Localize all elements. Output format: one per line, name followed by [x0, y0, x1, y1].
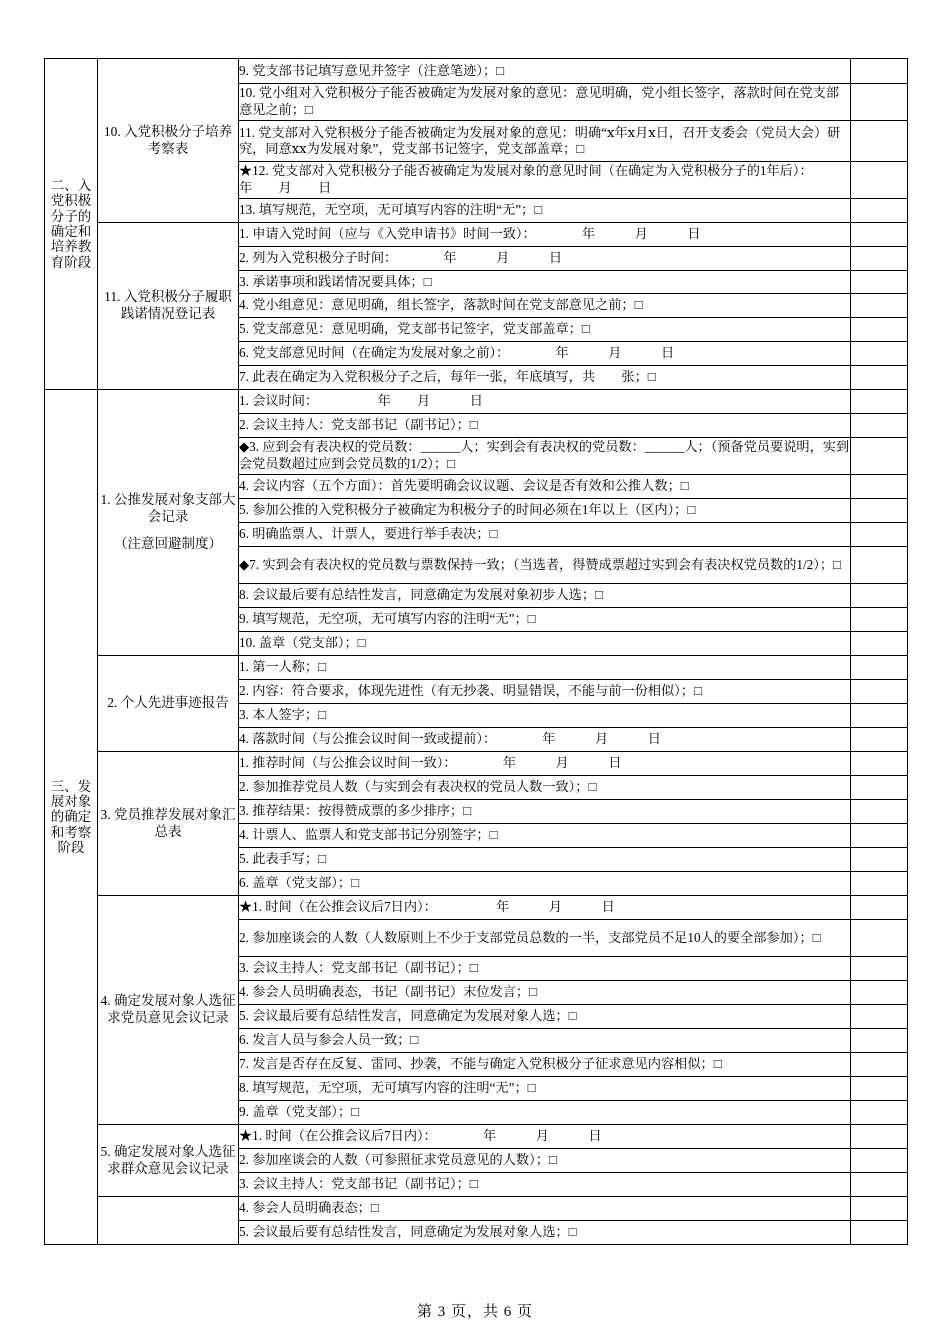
checklist-item-cell	[239, 414, 851, 438]
check-mark-cell[interactable]	[851, 1221, 908, 1245]
checklist-item-cell	[239, 1221, 851, 1245]
checklist-item-cell	[239, 584, 851, 608]
checklist-item-cell	[239, 728, 851, 752]
check-mark-cell[interactable]	[851, 1125, 908, 1149]
form-label-cell-s3	[98, 752, 239, 896]
check-mark-cell[interactable]	[851, 728, 908, 752]
form-label-text: 4. 确定发展对象人选征求党员意见会议记录	[100, 993, 236, 1025]
checklist-item-cell	[239, 800, 851, 824]
checklist-item-cell	[239, 438, 851, 475]
stage-label-cell-stage2	[45, 59, 98, 390]
checklist-item-text: 4. 参会人员明确表态，书记（副书记）末位发言；□	[239, 984, 538, 1000]
checklist-item-text: 9. 填写规范，无空项，无可填写内容的注明“无”；□	[239, 611, 536, 627]
check-mark-cell[interactable]	[851, 1029, 908, 1053]
checklist-item-cell	[239, 848, 851, 872]
checklist-item-cell	[239, 199, 851, 223]
checklist-item-text: 8. 填写规范，无空项，无可填写内容的注明“无”；□	[239, 1080, 536, 1096]
check-mark-cell[interactable]	[851, 271, 908, 294]
page-footer: 第 3 页，共 6 页	[416, 1304, 533, 1320]
checklist-item-text: 4. 会议内容（五个方面）：首先要明确会议议题、会议是否有效和公推人数；□	[239, 478, 689, 494]
form-label-cell-s4	[98, 896, 239, 1125]
checklist-item-cell	[239, 704, 851, 728]
checklist-item-text: ◆7. 实到会有表决权的党员数与票数保持一致；（当选者，得赞成票超过实到会有表决权党员数的1/2）；□	[239, 556, 842, 572]
checklist-item-cell	[239, 390, 851, 414]
checklist-item-text: 4. 计票人、监票人和党支部书记分别签字；□	[239, 827, 498, 843]
form-label-cell-10	[98, 59, 239, 223]
checklist-item-cell	[239, 1077, 851, 1101]
checklist-item-cell	[239, 632, 851, 656]
checklist-item-cell	[239, 1101, 851, 1125]
checklist-item-cell	[239, 1125, 851, 1149]
check-mark-cell[interactable]	[851, 162, 908, 199]
stage-label-text: 三、发展对象的确定和考察阶段	[50, 778, 92, 856]
checklist-item-text: ★12. 党支部对入党积极分子能否被确定为发展对象的意见时间（在确定为入党积极分子的1年后）： 年 月 日	[239, 163, 846, 195]
checklist-item-text: 2. 参加座谈会的人数（可参照征求党员意见的人数）；□	[239, 1152, 557, 1168]
form-label-text: 11. 入党积极分子履职践诺情况登记表	[104, 289, 232, 321]
check-mark-cell[interactable]	[851, 84, 908, 121]
check-mark-cell[interactable]	[851, 632, 908, 656]
checklist-item-text: 10. 盖章（党支部）；□	[239, 635, 366, 651]
checklist-item-text: 4. 落款时间（与公推会议时间一致或提前）： 年 月 日	[239, 731, 661, 747]
checklist-item-text: 2. 列为入党积极分子时间： 年 月 日	[239, 250, 563, 266]
checklist-item-cell	[239, 84, 851, 121]
checklist-item-text: 3. 推荐结果：按得赞成票的多少排序；□	[239, 803, 472, 819]
checklist-item-cell	[239, 920, 851, 957]
table-row	[45, 752, 908, 776]
check-mark-cell[interactable]	[851, 824, 908, 848]
checklist-item-text: 1. 第一人称；□	[239, 659, 327, 675]
check-mark-cell[interactable]	[851, 584, 908, 608]
checklist-item-text: 6. 党支部意见时间（在确定为发展对象之前）： 年 月 日	[239, 345, 675, 361]
checklist-item-text: 1. 推荐时间（与公推会议时间一致）： 年 月 日	[239, 755, 622, 771]
checklist-table-wrapper	[44, 58, 908, 1245]
check-mark-cell[interactable]	[851, 1101, 908, 1125]
check-mark-cell[interactable]	[851, 199, 908, 223]
check-mark-cell[interactable]	[851, 223, 908, 247]
table-row	[45, 656, 908, 680]
checklist-item-text: 2. 参加推荐党员人数（与实到会有表决权的党员人数一致）；□	[239, 779, 597, 795]
form-label-cell-s5	[98, 1125, 239, 1197]
form-label-cell-11	[98, 223, 239, 390]
check-mark-cell[interactable]	[851, 1149, 908, 1173]
checklist-item-text: 3. 会议主持人：党支部书记（副书记）；□	[239, 1176, 478, 1192]
checklist-item-cell	[239, 271, 851, 294]
checklist-item-text: 2. 内容：符合要求，体现先进性（有无抄袭、明显错误，不能与前一份相似）；□	[239, 683, 702, 699]
checklist-item-cell	[239, 752, 851, 776]
checklist-item-cell	[239, 1053, 851, 1077]
checklist-item-cell	[239, 523, 851, 547]
check-mark-cell[interactable]	[851, 1053, 908, 1077]
checklist-item-cell	[239, 776, 851, 800]
checklist-item-text: 9. 党支部书记填写意见并签字（注意笔迹）；□	[239, 62, 505, 78]
checklist-item-text: 2. 会议主持人：党支部书记（副书记）；□	[239, 417, 478, 433]
check-mark-cell[interactable]	[851, 1077, 908, 1101]
check-mark-cell[interactable]	[851, 848, 908, 872]
checklist-item-text: 5. 会议最后要有总结性发言，同意确定为发展对象人选；□	[239, 1008, 577, 1024]
checklist-item-text: 8. 会议最后要有总结性发言，同意确定为发展对象初步人选；□	[239, 587, 604, 603]
checklist-item-cell	[239, 1149, 851, 1173]
checklist-item-cell	[239, 318, 851, 342]
check-mark-cell[interactable]	[851, 547, 908, 584]
checklist-item-text: 7. 此表在确定为入党积极分子之后，每年一张，年底填写，共 张；□	[239, 369, 656, 385]
check-mark-cell[interactable]	[851, 752, 908, 776]
check-mark-cell[interactable]	[851, 981, 908, 1005]
checklist-item-cell	[239, 547, 851, 584]
checklist-item-cell	[239, 1029, 851, 1053]
checklist-item-cell	[239, 608, 851, 632]
check-mark-cell[interactable]	[851, 366, 908, 390]
table-row	[45, 223, 908, 247]
checklist-item-text: 2. 参加座谈会的人数（人数原则上不少于支部党员总数的一半，支部党员不足10人的要全部参加）；□	[239, 929, 821, 945]
check-mark-cell[interactable]	[851, 896, 908, 920]
checklist-item-text: 11. 党支部对入党积极分子能否被确定为发展对象的意见：明确“ⅹ年ⅹ月ⅹ日，召开支委会（党员大会）研究，同意ⅹⅹ为发展对象”，党支部书记签字，党支部盖章；□	[239, 124, 841, 156]
check-mark-cell[interactable]	[851, 680, 908, 704]
form-label-text: 3. 党员推荐发展对象汇总表	[100, 806, 236, 839]
checklist-item-cell	[239, 162, 851, 199]
checklist-item-text: 13. 填写规范，无空项，无可填写内容的注明“无”；□	[239, 202, 543, 218]
check-mark-cell[interactable]	[851, 499, 908, 523]
form-label-cell-continued	[98, 1197, 239, 1245]
table-row	[45, 59, 908, 84]
checklist-item-text: ★1. 时间（在公推会议后7日内）： 年 月 日	[239, 1128, 602, 1144]
check-mark-cell[interactable]	[851, 920, 908, 957]
checklist-item-text: 1. 申请入党时间（应与《入党申请书》时间一致）： 年 月 日	[239, 226, 701, 242]
checklist-item-cell	[239, 981, 851, 1005]
checklist-item-text: 3. 本人签字；□	[239, 707, 327, 723]
check-mark-cell[interactable]	[851, 1005, 908, 1029]
check-mark-cell[interactable]	[851, 390, 908, 414]
check-mark-cell[interactable]	[851, 475, 908, 499]
check-mark-cell[interactable]	[851, 414, 908, 438]
table-row	[45, 390, 908, 414]
check-mark-cell[interactable]	[851, 59, 908, 84]
check-mark-cell[interactable]	[851, 608, 908, 632]
checklist-item-text: 5. 参加公推的入党积极分子被确定为积极分子的时间必须在1年以上（区内）；□	[239, 502, 696, 518]
check-mark-cell[interactable]	[851, 800, 908, 824]
checklist-item-cell	[239, 896, 851, 920]
check-mark-cell[interactable]	[851, 1173, 908, 1197]
check-mark-cell[interactable]	[851, 342, 908, 366]
checklist-item-cell	[239, 656, 851, 680]
checklist-item-cell	[239, 1197, 851, 1221]
checklist-item-text: 4. 党小组意见：意见明确，组长签字，落款时间在党支部意见之前；□	[239, 297, 643, 313]
checklist-item-text: 7. 发言是否存在反复、雷同、抄袭，不能与确定入党积极分子征求意见内容相似；□	[239, 1056, 722, 1072]
form-label-text: 5. 确定发展对象人选征求群众意见会议记录	[100, 1143, 236, 1176]
checklist-item-cell	[239, 872, 851, 896]
checklist-item-cell	[239, 59, 851, 84]
checklist-item-text: 9. 盖章（党支部）；□	[239, 1104, 360, 1120]
checklist-item-cell	[239, 680, 851, 704]
checklist-item-cell	[239, 1005, 851, 1029]
checklist-item-text: 4. 参会人员明确表态；□	[239, 1200, 379, 1216]
form-label-text: 2. 个人先进事迹报告	[107, 695, 229, 711]
table-row	[45, 1125, 908, 1149]
checklist-item-text: 6. 发言人员与参会人员一致；□	[239, 1032, 419, 1048]
checklist-item-text: 5. 会议最后要有总结性发言，同意确定为发展对象人选；□	[239, 1224, 577, 1240]
checklist-item-cell	[239, 121, 851, 162]
checklist-item-text: 1. 会议时间： 年 月 日	[239, 393, 483, 409]
check-mark-cell[interactable]	[851, 523, 908, 547]
form-label-cell-s2	[98, 656, 239, 752]
check-mark-cell[interactable]	[851, 438, 908, 475]
checklist-item-text: 3. 承诺事项和践诺情况要具体；□	[239, 273, 432, 289]
checklist-item-cell	[239, 499, 851, 523]
check-mark-cell[interactable]	[851, 704, 908, 728]
checklist-item-text: ★1. 时间（在公推会议后7日内）： 年 月 日	[239, 899, 615, 915]
checklist-item-cell	[239, 1173, 851, 1197]
checklist-table	[44, 58, 908, 1245]
checklist-item-text: 5. 党支部意见：意见明确，党支部书记签字，党支部盖章；□	[239, 321, 590, 337]
check-mark-cell[interactable]	[851, 656, 908, 680]
checklist-item-text: 3. 会议主持人：党支部书记（副书记）；□	[239, 960, 478, 976]
checklist-item-cell	[239, 223, 851, 247]
checklist-item-cell	[239, 247, 851, 271]
checklist-item-text: 10. 党小组对入党积极分子能否被确定为发展对象的意见：意见明确，党小组长签字，落款时间在党支部意见之前；□	[239, 85, 840, 117]
form-label-cell-s1	[98, 390, 239, 656]
stage-label-text: 二、入党积极分子的确定和培养教育阶段	[50, 177, 92, 270]
check-mark-cell[interactable]	[851, 294, 908, 318]
checklist-item-cell	[239, 342, 851, 366]
checklist-item-text: ◆3. 应到会有表决权的党员数：______人；实到会有表决权的党员数：______人；（预备党员要说明，实到会党员数超过应到会党员数的1/2）；□	[239, 439, 850, 471]
check-mark-cell[interactable]	[851, 776, 908, 800]
check-mark-cell[interactable]	[851, 872, 908, 896]
checklist-item-cell	[239, 824, 851, 848]
checklist-item-cell	[239, 957, 851, 981]
checklist-item-text: 6. 盖章（党支部）；□	[239, 875, 360, 891]
stage-label-cell-stage3	[45, 390, 98, 1245]
checklist-item-text: 5. 此表手写；□	[239, 851, 327, 867]
checklist-item-cell	[239, 366, 851, 390]
checklist-item-cell	[239, 294, 851, 318]
check-mark-cell[interactable]	[851, 121, 908, 162]
check-mark-cell[interactable]	[851, 957, 908, 981]
check-mark-cell[interactable]	[851, 247, 908, 271]
checklist-item-cell	[239, 475, 851, 499]
check-mark-cell[interactable]	[851, 318, 908, 342]
form-label-note: （注意回避制度）	[114, 535, 222, 551]
form-label-text: 1. 公推发展对象支部大会记录	[100, 492, 236, 525]
check-mark-cell[interactable]	[851, 1197, 908, 1221]
checklist-item-text: 6. 明确监票人、计票人，要进行举手表决；□	[239, 526, 498, 542]
table-row	[45, 1197, 908, 1221]
table-row	[45, 896, 908, 920]
form-label-text: 10. 入党积极分子培养考察表	[103, 123, 233, 156]
